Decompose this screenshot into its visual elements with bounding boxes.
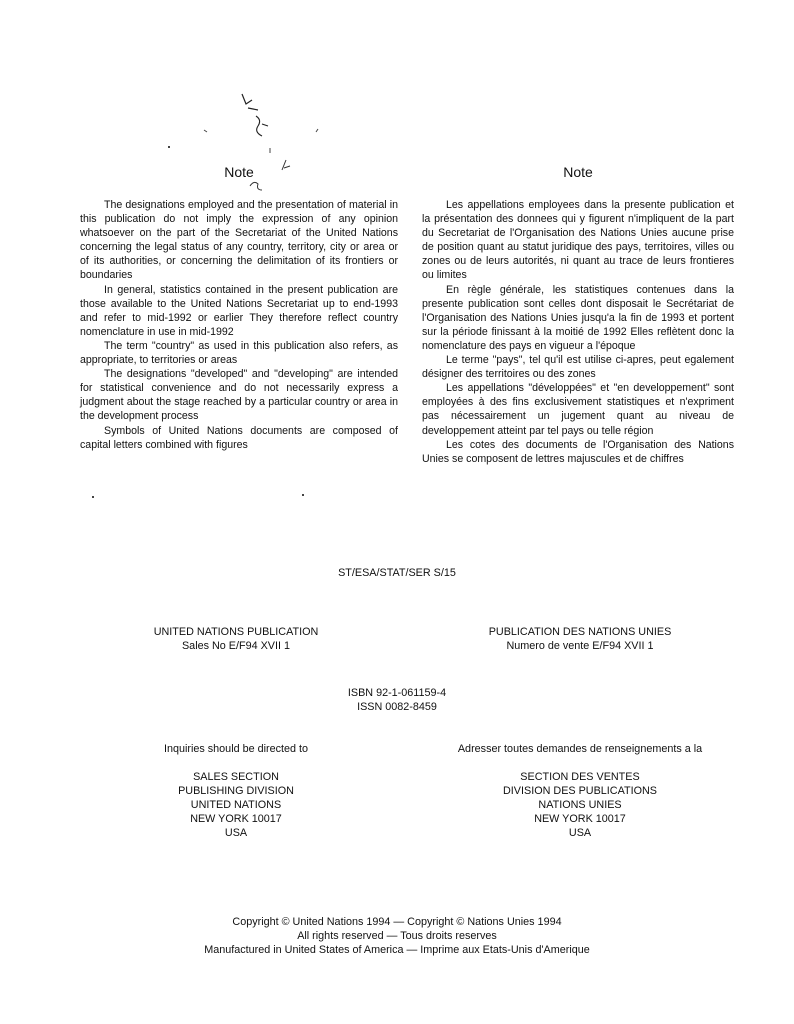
sales-number: Sales No E/F94 XVII 1: [181, 640, 291, 652]
note-paragraph: En règle générale, les statistiques contenues dans la presente publication sont celles dont disposait le Secrétariat de l'Organisation des Nations Unies jusqu'a la fin de 1993 et portent sur la période finissant à la moitié de 1992 Elles reflètent donc la nomenclature des pays en vigueur a l'époque: [422, 283, 734, 352]
address-line: SALES SECTION: [193, 771, 279, 783]
scan-speck: [168, 146, 170, 148]
address-line: SECTION DES VENTES: [520, 771, 640, 783]
scan-speck: [302, 494, 304, 496]
note-paragraph: The designations "developed" and "developing" are intended for statistical convenience and do not necessarily express a judgment about the stage reached by a particular country or area in the development process: [80, 368, 398, 423]
copyright-line: Copyright © United Nations 1994 — Copyright © Nations Unies 1994: [232, 916, 562, 928]
address-line: NEW YORK 10017: [534, 813, 626, 825]
note-french-column: [422, 198, 734, 466]
inquiries-heading-english: [130, 742, 342, 756]
note-english-column: [80, 198, 398, 452]
note-paragraph: The designations employed and the presentation of material in this publication do not imply the expression of any opinion whatsoever on the part of the Secretariat of the United Nations concerning the legal status of any country, territory, city or area or of its authorities, or concerning the delimitation of its frontiers or boundaries: [80, 199, 398, 282]
publication-line: PUBLICATION DES NATIONS UNIES: [488, 626, 672, 638]
address-line: PUBLISHING DIVISION: [178, 785, 294, 797]
publication-french: [440, 625, 720, 653]
issn: ISSN 0082-8459: [357, 701, 437, 713]
note-paragraph: The term "country" as used in this publication also refers, as appropriate, to territories or areas: [80, 339, 398, 367]
publication-english: [130, 625, 342, 653]
note-paragraph: Les cotes des documents de l'Organisation des Nations Unies se composent de lettres majuscules et de chiffres: [422, 438, 734, 465]
address-english: [130, 770, 342, 840]
isbn: ISBN 92-1-061159-4: [347, 687, 447, 699]
address-line: UNITED NATIONS: [190, 799, 282, 811]
rights-line: All rights reserved — Tous droits reserves: [297, 930, 497, 942]
inquiries-heading-french: [440, 742, 720, 756]
note-paragraph: Les appellations "développées" et "en developpement" sont employées à des fins exclusivement statistiques et n'expriment pas nécessairement un jugement quant au niveau de developpement atteint par tel pays ou telle région: [422, 382, 734, 437]
address-french: [440, 770, 720, 840]
publication-line: UNITED NATIONS PUBLICATION: [153, 626, 319, 638]
scan-speck: [92, 496, 94, 498]
inquiries-heading: Adresser toutes demandes de renseignements a la: [457, 743, 703, 755]
address-line: NEW YORK 10017: [190, 813, 282, 825]
note-title-french: Note: [563, 164, 593, 180]
address-line: NATIONS UNIES: [538, 799, 622, 811]
inquiries-heading: Inquiries should be directed to: [163, 743, 309, 755]
note-paragraph: In general, statistics contained in the present publication are those available to the United Nations Secretariat up to end-1993 and refer to mid-1992 or earlier They therefore reflect country nomenclature in use in mid-1992: [80, 283, 398, 338]
note-paragraph: Les appellations employees dans la presente publication et la présentation des donnees qui y figurent n'impliquent de la part du Secretariat de l'Organisation des Nations Unies aucune prise de position quant au statut juridique des pays, territoires, villes ou zones ou de leurs autorités, ni quant au trace de leurs frontieres ou limites: [422, 199, 734, 282]
note-paragraph: Le terme "pays", tel qu'il est utilise ci-apres, peut egalement désigner des territoires ou des zones: [422, 354, 734, 381]
document-symbol: ST/ESA/STAT/SER S/15: [338, 567, 456, 579]
note-paragraph: Symbols of United Nations documents are composed of capital letters combined with figures: [80, 424, 398, 451]
note-title-english: Note: [224, 164, 254, 180]
sales-number: Numero de vente E/F94 XVII 1: [506, 640, 654, 652]
address-line: USA: [568, 827, 592, 839]
manufactured-line: Manufactured in United States of America — Imprime aux Etats-Unis d'Amerique: [204, 944, 590, 956]
address-line: USA: [224, 827, 248, 839]
address-line: DIVISION DES PUBLICATIONS: [503, 785, 657, 797]
